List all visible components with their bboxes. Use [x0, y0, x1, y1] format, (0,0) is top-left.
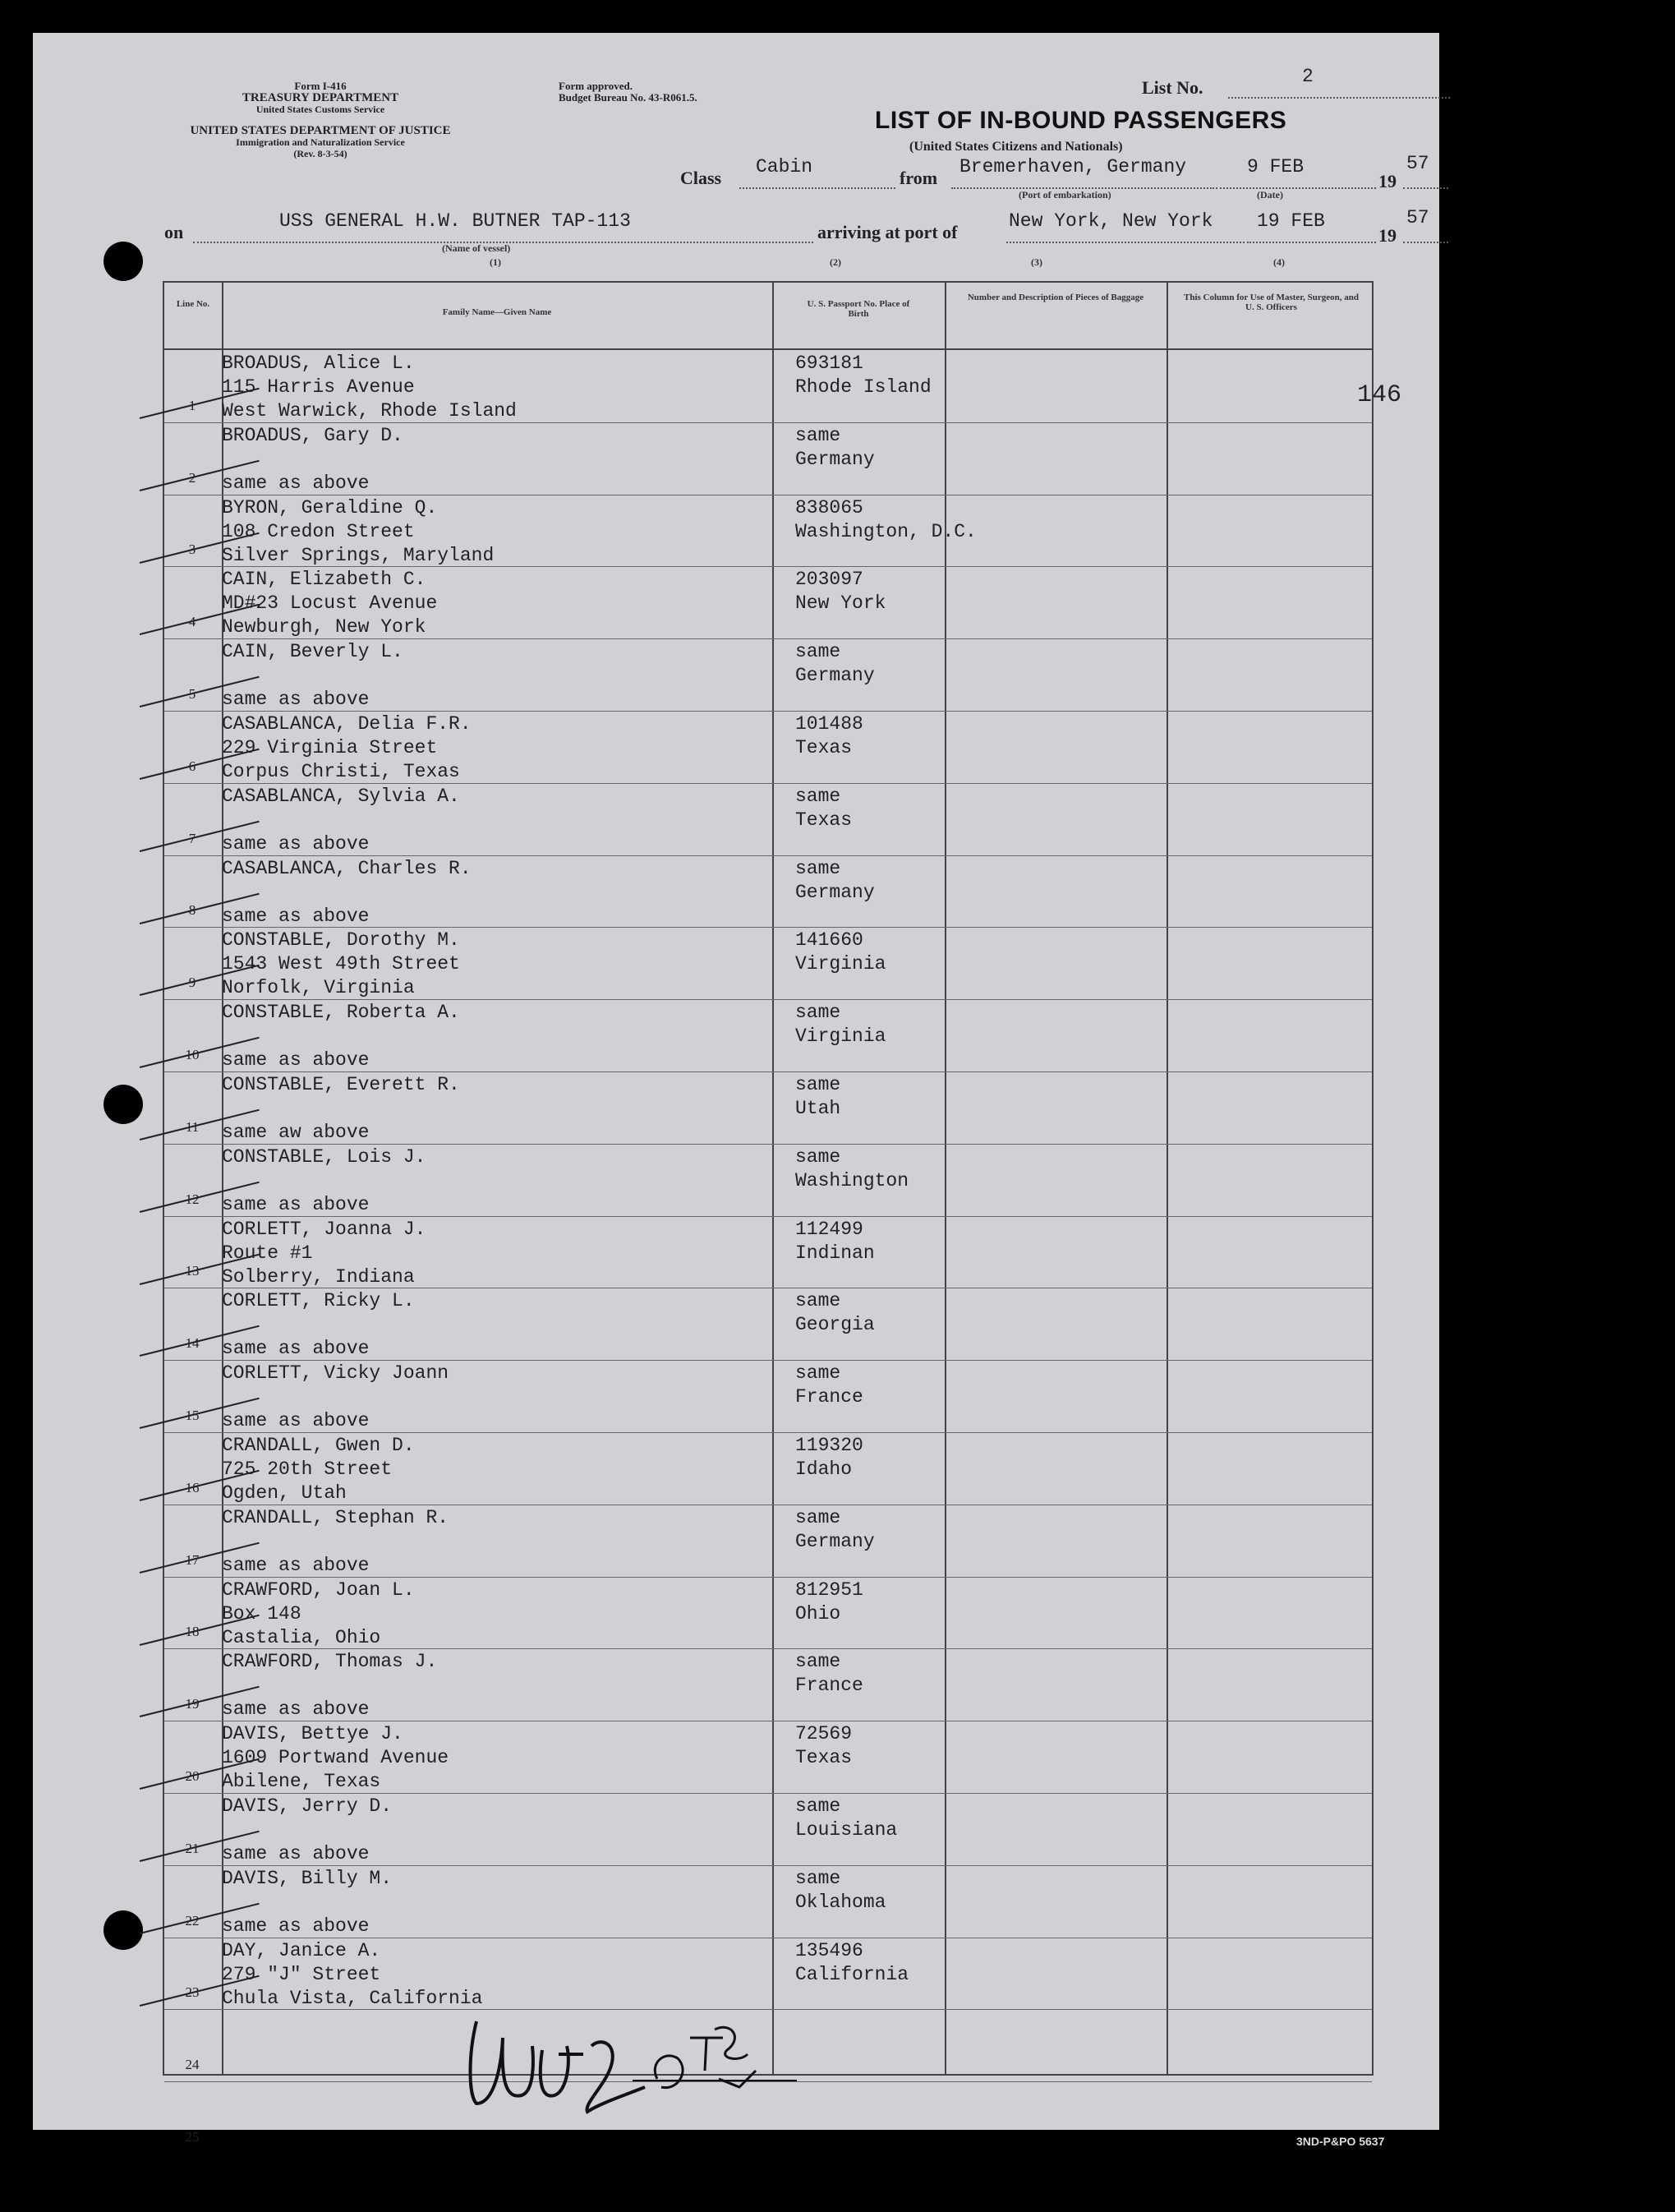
arrive-date-line — [1247, 242, 1376, 243]
passport-birthplace: same Louisiana — [795, 1795, 898, 1841]
passenger-name: CONSTABLE, Dorothy M. 1543 West 49th Street Norfolk, Virginia — [222, 929, 460, 999]
form-header-justice — [156, 125, 485, 159]
passenger-name: CORLETT, Ricky L. same as above — [222, 1290, 415, 1360]
depart-year: 57 — [1406, 153, 1429, 174]
caption-4: (4) — [1273, 256, 1285, 268]
passport-birthplace: same Germany — [795, 857, 875, 903]
passenger-name: BROADUS, Gary D. same as above — [222, 424, 403, 494]
line-number: 7 — [188, 830, 196, 846]
year-prefix: 19 — [1378, 171, 1397, 191]
embark-caption: (Port of embarkation) — [1019, 189, 1111, 200]
dept-ins: Immigration and Naturalization Service — [236, 136, 405, 148]
passport-birthplace: 135496 California — [795, 1939, 909, 1985]
passport-birthplace: 119320 Idaho — [795, 1435, 863, 1480]
handwritten-signature — [444, 2005, 821, 2136]
passport-birthplace: same Germany — [795, 424, 875, 470]
passenger-name: CORLETT, Joanna J. Route #1 Solberry, Indiana — [222, 1218, 426, 1288]
manifest-page — [33, 33, 1439, 2148]
col-divider — [772, 283, 774, 2074]
class-label: Class — [680, 168, 722, 188]
arrival-port-line — [1006, 242, 1245, 243]
passenger-name: CONSTABLE, Lois J. same as above — [222, 1145, 426, 1215]
date-caption: (Date) — [1257, 189, 1283, 200]
line-number: 10 — [185, 1047, 200, 1062]
passenger-name: CRAWFORD, Joan L. Box 148 Castalia, Ohio — [222, 1578, 415, 1648]
list-no-line — [1228, 97, 1450, 99]
arrival-date: 19 FEB — [1257, 210, 1325, 232]
line-number: 3 — [188, 541, 196, 558]
punch-hole — [104, 242, 143, 281]
punch-hole — [104, 1085, 143, 1124]
passport-birthplace: same Georgia — [795, 1290, 875, 1336]
passport-birthplace: 101488 Texas — [795, 713, 863, 758]
line-number: 8 — [188, 902, 196, 919]
passport-birthplace: same Oklahoma — [795, 1867, 886, 1913]
passport-birthplace: 141660 Virginia — [795, 929, 886, 975]
line-number: 12 — [185, 1191, 200, 1207]
passport-birthplace: 112499 Indinan — [795, 1218, 875, 1264]
col-header-name: Family Name—Given Name — [442, 307, 552, 317]
page-title: LIST OF IN-BOUND PASSENGERS — [875, 107, 1287, 134]
dept-customs: United States Customs Service — [255, 104, 385, 115]
passenger-name: DAY, Janice A. 279 "J" Street Chula Vista, California — [222, 1939, 483, 2009]
budget-bureau: Budget Bureau No. 43-R061.5. — [559, 91, 697, 104]
col-header-officers: This Column for Use of Master, Surgeon, and U. S. Officers — [1184, 293, 1359, 312]
col-divider — [1167, 283, 1168, 2074]
passenger-name: CORLETT, Vicky Joann same as above — [222, 1362, 449, 1432]
page-subtitle: (United States Citizens and Nationals) — [909, 140, 1123, 154]
passenger-name: CRANDALL, Gwen D. 725 20th Street Ogden, Utah — [222, 1435, 415, 1504]
line-number: 21 — [185, 1840, 200, 1856]
form-number: Form I-416 — [294, 80, 347, 92]
passenger-name: CRAWFORD, Thomas J. same as above — [222, 1651, 438, 1721]
caption-2: (2) — [830, 256, 841, 268]
line-number: 11 — [185, 1118, 200, 1135]
line-number: 22 — [185, 1912, 200, 1929]
passenger-name: CASABLANCA, Delia F.R. 229 Virginia Street Corpus Christi, Texas — [222, 713, 472, 782]
caption-1: (1) — [490, 256, 501, 268]
passenger-name: CASABLANCA, Sylvia A. same as above — [222, 785, 460, 855]
line-number: 19 — [185, 1696, 200, 1712]
passport-birthplace: same Germany — [795, 1506, 875, 1552]
line-number: 15 — [185, 1408, 200, 1423]
year-prefix: 19 — [1378, 225, 1397, 246]
line-number: 6 — [188, 758, 196, 774]
line-number: 16 — [185, 1479, 200, 1495]
passenger-name: CASABLANCA, Charles R. same as above — [222, 857, 472, 927]
passport-birthplace: 693181 Rhode Island — [795, 353, 932, 398]
line-number: 5 — [188, 686, 196, 702]
passenger-name: CAIN, Beverly L. same as above — [222, 641, 403, 711]
from-label: from — [900, 168, 938, 188]
col-header-baggage: Number and Description of Pieces of Baggage — [967, 293, 1144, 302]
vessel-caption: (Name of vessel) — [442, 242, 511, 254]
punch-hole — [104, 1910, 143, 1950]
dept-treasury: TREASURY DEPARTMENT — [242, 91, 399, 104]
col-divider — [945, 283, 946, 2074]
passport-birthplace: same Utah — [795, 1074, 841, 1119]
col-header-line: Line No. — [176, 299, 210, 309]
depart-date-line — [1216, 187, 1376, 189]
passenger-name: CAIN, Elizabeth C. MD#23 Locust Avenue Newburgh, New York — [222, 569, 438, 638]
passport-birthplace: 72569 Texas — [795, 1723, 853, 1769]
class-value: Cabin — [756, 156, 813, 177]
passenger-name: CRANDALL, Stephan R. same as above — [222, 1506, 449, 1576]
line-number: 17 — [185, 1551, 200, 1568]
line-number: 2 — [188, 469, 196, 486]
passport-birthplace: 838065 Washington, D.C. — [795, 496, 977, 542]
col-header-passport: U. S. Passport No. Place of Birth — [807, 299, 910, 319]
passport-birthplace: same Virginia — [795, 1002, 886, 1048]
line-number: 4 — [188, 614, 196, 630]
caption-3: (3) — [1031, 256, 1042, 268]
passenger-name: DAVIS, Bettye J. 1609 Portwand Avenue Abilene, Texas — [222, 1723, 449, 1793]
footer-code: 3ND-P&PO 5637 — [1296, 2135, 1385, 2148]
line-number: 24 — [185, 2057, 200, 2073]
passenger-name: BROADUS, Alice L. 115 Harris Avenue West Warwick, Rhode Island — [222, 353, 517, 422]
line-number: 23 — [185, 1984, 200, 2001]
depart-year-line — [1403, 187, 1448, 189]
arriving-label: arriving at port of — [817, 222, 958, 242]
passenger-name: CONSTABLE, Roberta A. same as above — [222, 1002, 460, 1071]
passport-birthplace: same Washington — [795, 1145, 909, 1191]
list-no-label: List No. — [1142, 77, 1203, 98]
passport-birthplace: same Texas — [795, 785, 853, 831]
line-number: 25 — [185, 2129, 200, 2145]
line-number: 9 — [188, 975, 196, 991]
list-no-value: 2 — [1302, 66, 1314, 87]
form-header-left — [156, 81, 485, 115]
line-number: 1 — [188, 397, 196, 413]
passenger-name: CONSTABLE, Everett R. same aw above — [222, 1074, 460, 1143]
passport-birthplace: same Germany — [795, 641, 875, 687]
arrival-port: New York, New York — [1009, 210, 1213, 232]
on-label: on — [164, 222, 184, 242]
line-number: 13 — [185, 1263, 200, 1279]
dept-justice: UNITED STATES DEPARTMENT OF JUSTICE — [190, 124, 451, 137]
vessel-name: USS GENERAL H.W. BUTNER TAP-113 — [279, 210, 631, 232]
form-approval — [559, 81, 697, 104]
line-number: 20 — [185, 1768, 200, 1784]
passenger-name: DAVIS, Jerry D. same as above — [222, 1795, 393, 1864]
class-line — [739, 187, 895, 189]
passenger-name: BYRON, Geraldine Q. 108 Credon Street Silver Springs, Maryland — [222, 496, 495, 566]
line-number: 14 — [185, 1335, 200, 1352]
officer-note: 146 — [1357, 381, 1402, 409]
arrival-year: 57 — [1406, 207, 1429, 228]
depart-date: 9 FEB — [1247, 156, 1305, 177]
passenger-name: DAVIS, Billy M. same as above — [222, 1867, 393, 1937]
embark-port: Bremerhaven, Germany — [959, 156, 1187, 177]
passport-birthplace: 812951 Ohio — [795, 1578, 863, 1624]
approved-text: Form approved. — [559, 80, 633, 92]
passport-birthplace: same France — [795, 1651, 863, 1697]
form-revision: (Rev. 8-3-54) — [293, 148, 347, 159]
header-divider — [164, 348, 1372, 350]
passport-birthplace: 203097 New York — [795, 569, 886, 615]
arrive-year-line — [1403, 242, 1448, 243]
passport-birthplace: same France — [795, 1362, 863, 1408]
line-number: 18 — [185, 1624, 200, 1640]
